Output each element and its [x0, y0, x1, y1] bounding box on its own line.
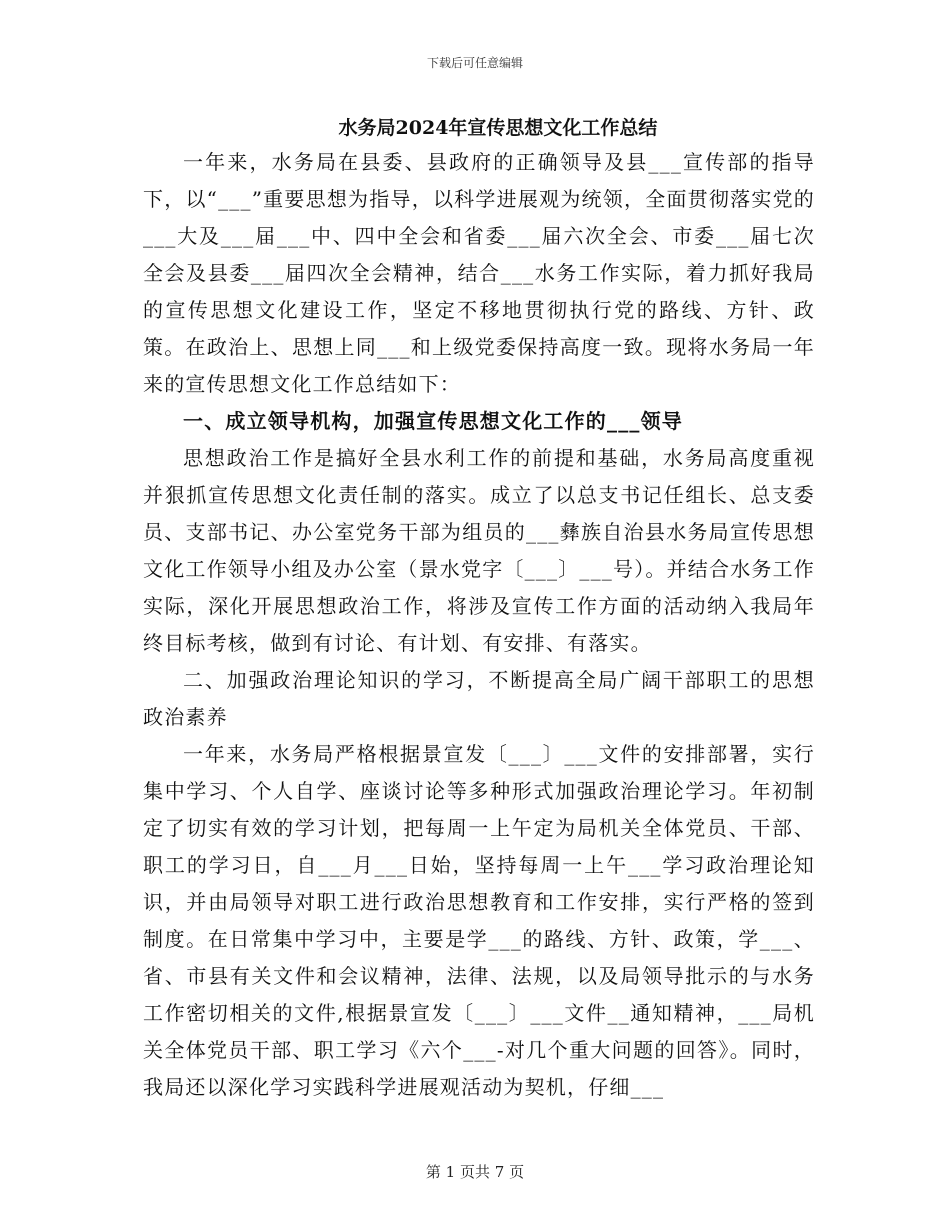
paragraph-section-1: 思想政治工作是搞好全县水利工作的前提和基础，水务局高度重视并狠抓宣传思想文化责任制的落实。成立了以总支书记任组长、总支委员、支部书记、办公室党务干部为组员的___彝族自治县水务局宣传思想文化工作领导小组及办公室（景水党字〔___〕___号）。并结合水务工作实际，深化开展思想政治工作，将涉及宣传工作方面的活动纳入我局年终目标考核，做到有讨论、有计划、有安排、有落实。 — [143, 446, 815, 655]
paragraph-section-2: 一年来，水务局严格根据景宣发〔___〕___文件的安排部署，实行集中学习、个人自学、座谈讨论等多种形式加强政治理论学习。年初制定了切实有效的学习计划，把每周一上午定为局机关全体党员、干部、职工的学习日，自___月___日始，坚持每周一上午___学习政治理论知识，并由局领导对职工进行政治思想教育和工作安排，实行严格的签到制度。在日常集中学习中，主要是学___的路线、方针、政策，学___、省、市县有关文件和会议精神，法律、法规，以及局领导批示的与水务工作密切相关的文件,根据景宣发〔___〕___文件__通知精神，___局机关全体党员干部、职工学习《六个___-对几个重大问题的回答》。同时，我局还以深化学习实践科学进展观活动为契机，仔细___ — [143, 742, 815, 1099]
page-footer-page-number: 第 1 页共 7 页 — [425, 1163, 525, 1181]
section-heading-1: 一、成立领导机构，加强宣传思想文化工作的___领导 — [183, 409, 683, 433]
paragraph-intro: 一年来，水务局在县委、县政府的正确领导及县___宣传部的指导下，以“___”重要思想为指导，以科学进展观为统领，全面贯彻落实党的___大及___届___中、四中全会和省委___届六次全会、市委___届七次全会及县委___届四次全会精神，结合___水务工作实际，着力抓好我局的宣传思想文化建设工作，坚定不移地贯彻执行党的路线、方针、政策。在政治上、思想上同___和上级党委保持高度一致。现将水务局一年来的宣传思想文化工作总结如下： — [143, 150, 815, 396]
page-header-note: 下载后可任意编辑 — [426, 56, 523, 70]
document-title: 水务局2024年宣传思想文化工作总结 — [338, 117, 658, 139]
document-body — [143, 144, 815, 1106]
section-heading-2: 二、加强政治理论知识的学习，不断提高全局广阔干部职工的思想政治素养 — [143, 668, 815, 729]
